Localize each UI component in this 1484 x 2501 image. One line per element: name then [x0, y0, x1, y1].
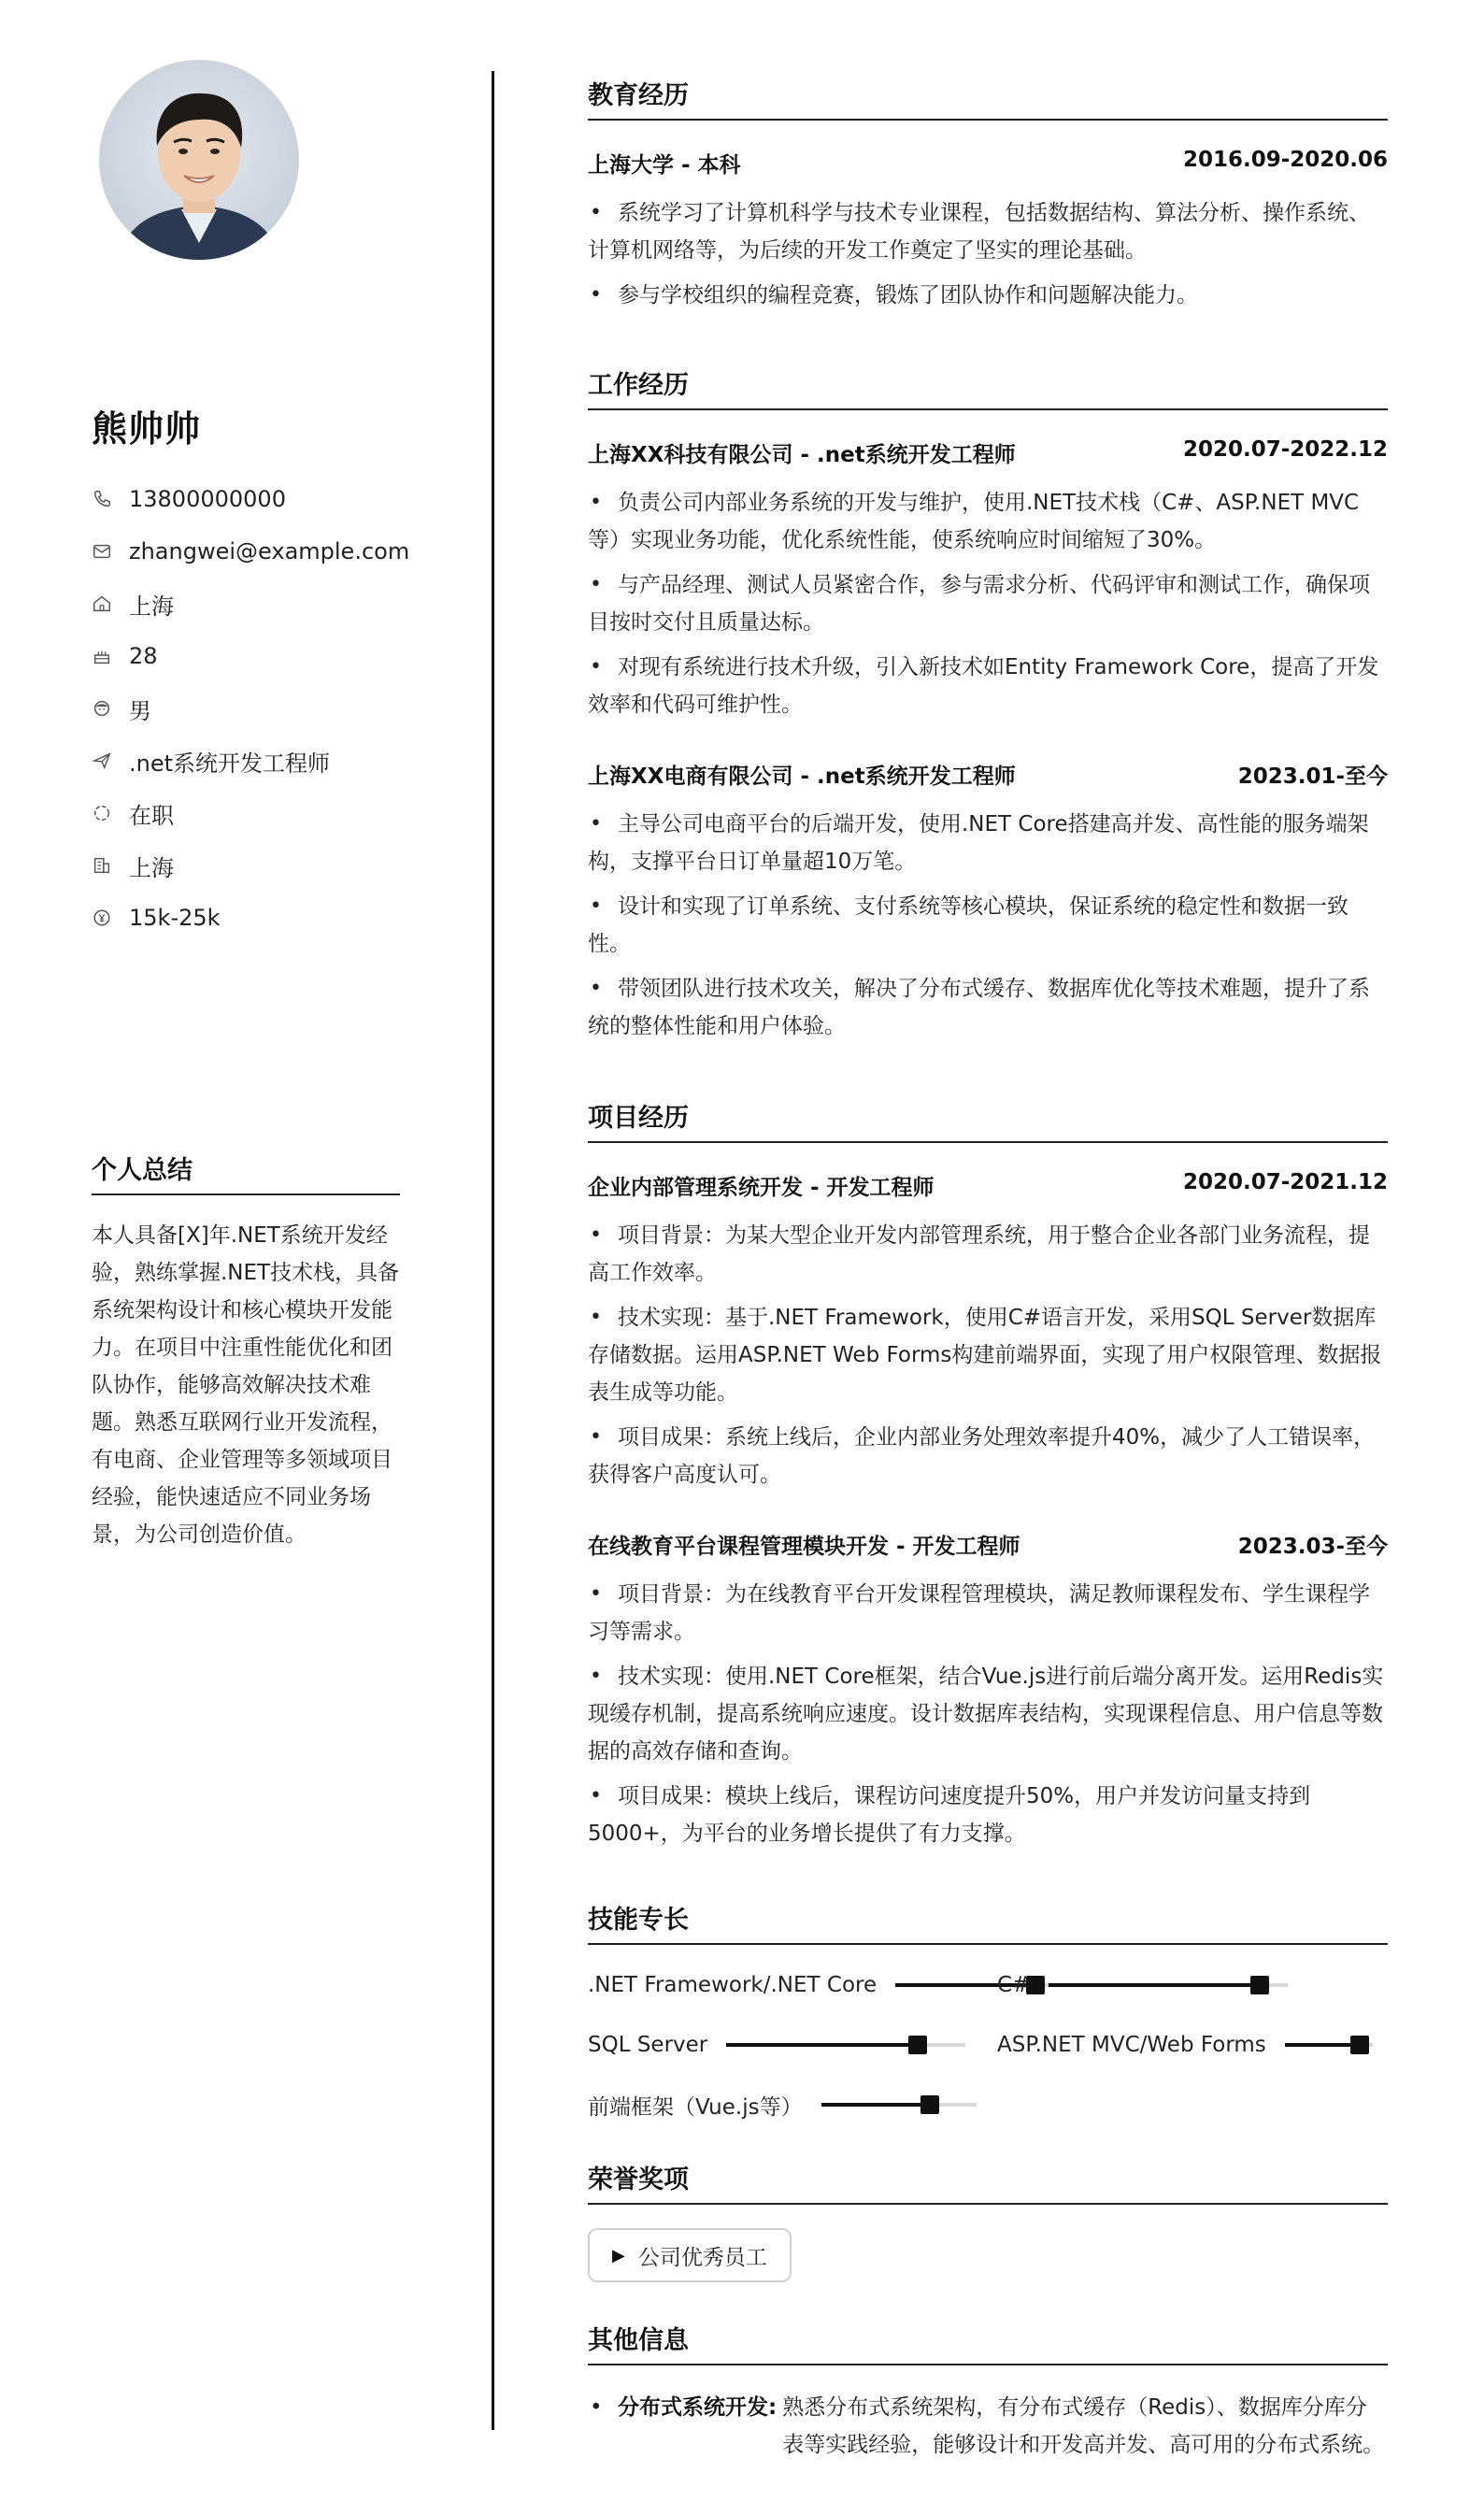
project-name-2: 在线教育平台课程管理模块开发 - 开发工程师 — [588, 1535, 1020, 1559]
list-item: • 对现有系统进行技术升级，引入新技术如Entity Framework Core，提高了开发效率和代码可维护性。 — [588, 649, 1388, 723]
work-date-1: 2020.07-2022.12 — [1182, 437, 1388, 462]
info-age — [92, 630, 406, 682]
phone-icon — [92, 489, 112, 509]
list-item: • 系统学习了计算机科学与技术专业课程，包括数据结构、算法分析、操作系统、计算机网络等，为后续的开发工作奠定了坚实的理论基础。 — [588, 194, 1388, 269]
skill-bar-knob — [920, 2095, 939, 2114]
work-entry-head-2 — [588, 759, 1388, 790]
info-status-text: 在职 — [129, 802, 174, 829]
info-position — [92, 735, 406, 787]
list-item: • 技术实现：基于.NET Framework，使用C#语言开发，采用SQL Server数据库存储数据。运用ASP.NET Web Forms构建前端界面，实现了用户权限管理、数据报表生成等功能。 — [588, 1299, 1388, 1411]
home-icon — [92, 593, 112, 614]
info-phone — [92, 473, 406, 525]
work-bullets-1 — [588, 484, 1388, 731]
list-item — [588, 2389, 1388, 2464]
work-company-2: 上海XX电商有限公司 - .net系统开发工程师 — [588, 765, 1016, 789]
summary-text: 本人具备[X]年.NET系统开发经验，熟练掌握.NET技术栈，具备系统架构设计和核心模块开发能力。在项目中注重性能优化和团队协作，能够高效解决技术难题。熟悉互联网行业开发流程，有电商、企业管理等多领域项目经验，能快速适应不同业务场景，为公司创造价值。 — [92, 1223, 400, 1547]
other-text: 熟悉分布式系统架构，有分布式缓存（Redis）、数据库分库分表等实践经验，能够设计和开发高并发、高可用的分布式系统。 — [782, 2395, 1385, 2457]
list-item: • 技术实现：使用.NET Core框架，结合Vue.js进行前后端分离开发。运用Redis实现缓存机制，提高系统响应速度。设计数据库表结构，实现课程信息、用户信息等数据的高效存储和查询。 — [588, 1658, 1388, 1770]
play-triangle-icon: ▶ — [612, 2245, 625, 2265]
skill-bar — [1049, 1983, 1288, 1987]
salary-icon — [92, 908, 112, 928]
skill-dotnet — [588, 1966, 1054, 2004]
skill-bar — [726, 2043, 965, 2047]
avatar — [99, 60, 299, 260]
list-item: • 与产品经理、测试人员紧密合作，参与需求分析、代码评审和测试工作，确保项目按时交付且质量达标。 — [588, 566, 1388, 641]
info-work-city — [92, 839, 406, 892]
skills-title: 技能专长 — [588, 1899, 1388, 1945]
info-location — [92, 578, 406, 630]
project-bullets-2 — [588, 1576, 1388, 1860]
skill-bar-fill — [821, 2103, 930, 2107]
skill-bar-knob — [908, 2036, 927, 2054]
avatar-portrait-icon — [99, 60, 299, 260]
info-gender-text: 男 — [129, 697, 151, 724]
skill-csharp — [997, 1966, 1288, 2004]
project-name-1: 企业内部管理系统开发 - 开发工程师 — [588, 1176, 935, 1200]
other-label: 分布式系统开发: — [618, 2395, 778, 2420]
list-item: • 参与学校组织的编程竞赛，锻炼了团队协作和问题解决能力。 — [588, 277, 1388, 314]
project-entry-head-2 — [588, 1529, 1388, 1560]
work-date-2: 2023.01-至今 — [1237, 765, 1388, 789]
list-item: • 项目背景：为在线教育平台开发课程管理模块，满足教师课程发布、学生课程学习等需求。 — [588, 1576, 1388, 1651]
projects-title: 项目经历 — [588, 1097, 1388, 1143]
skill-bar — [1285, 2043, 1373, 2047]
column-divider — [492, 71, 494, 2430]
list-item: • 带领团队进行技术攻关，解决了分布式缓存、数据库优化等技术难题，提升了系统的整体性能和用户体验。 — [588, 970, 1388, 1045]
other-info-list — [588, 2389, 1388, 2464]
bullet-dot-icon: • — [590, 2395, 603, 2420]
skill-frontend — [588, 2086, 977, 2123]
skill-name: 前端框架（Vue.js等） — [588, 2094, 803, 2120]
education-date: 2016.09-2020.06 — [1182, 148, 1388, 172]
skill-name: C# — [997, 1973, 1031, 1997]
summary-title: 个人总结 — [92, 1150, 400, 1195]
skill-bar-knob — [1250, 1976, 1269, 1994]
skill-bar-fill — [1285, 2043, 1360, 2047]
list-item: • 主导公司电商平台的后端开发，使用.NET Core搭建高并发、高性能的服务端架构，支撑平台日订单量超10万笔。 — [588, 806, 1388, 880]
building-icon — [92, 855, 112, 876]
honor-chip[interactable] — [588, 2228, 792, 2282]
contact-info-list — [92, 473, 410, 944]
other-title: 其他信息 — [588, 2320, 1388, 2365]
info-phone-text: 13800000000 — [129, 486, 286, 512]
list-item: • 项目背景：为某大型企业开发内部管理系统，用于整合企业各部门业务流程，提高工作效率。 — [588, 1217, 1388, 1292]
work-entry-head-1 — [588, 437, 1388, 468]
mail-icon — [92, 541, 112, 562]
info-age-text: 28 — [129, 643, 158, 669]
project-entry-head-1 — [588, 1170, 1388, 1201]
work-bullets-2 — [588, 806, 1388, 1052]
education-school: 上海大学 - 本科 — [588, 153, 741, 178]
skill-bar-knob — [1350, 2036, 1369, 2054]
project-date-2: 2023.03-至今 — [1237, 1535, 1388, 1559]
info-position-text: .net系统开发工程师 — [129, 750, 331, 777]
work-title: 工作经历 — [588, 364, 1388, 410]
info-status — [92, 787, 406, 839]
cake-icon — [92, 646, 112, 666]
honor-label: 公司优秀员工 — [637, 2245, 767, 2270]
skill-bar-fill — [726, 2043, 918, 2047]
education-title: 教育经历 — [588, 75, 1388, 121]
education-entry-head — [588, 148, 1388, 179]
info-salary-text: 15k-25k — [129, 905, 221, 931]
candidate-name: 熊帅帅 — [92, 408, 202, 450]
send-icon — [92, 750, 112, 771]
info-location-text: 上海 — [129, 593, 174, 620]
status-icon — [92, 803, 112, 823]
skill-aspnet — [997, 2026, 1373, 2064]
info-email — [92, 525, 410, 578]
project-date-1: 2020.07-2021.12 — [1182, 1170, 1388, 1194]
skill-bar — [821, 2103, 977, 2107]
list-item: • 设计和实现了订单系统、支付系统等核心模块，保证系统的稳定性和数据一致性。 — [588, 888, 1388, 963]
list-item: • 项目成果：模块上线后，课程访问速度提升50%，用户并发访问量支持到5000+，为平台的业务增长提供了有力支撑。 — [588, 1778, 1388, 1852]
info-salary — [92, 892, 406, 944]
list-item: • 项目成果：系统上线后，企业内部业务处理效率提升40%，减少了人工错误率，获得客户高度认可。 — [588, 1419, 1388, 1493]
skill-sqlserver — [588, 2026, 965, 2064]
info-gender — [92, 682, 406, 735]
gender-icon — [92, 698, 112, 719]
list-item: • 负责公司内部业务系统的开发与维护，使用.NET技术栈（C#、ASP.NET MVC等）实现业务功能，优化系统性能，使系统响应时间缩短了30%。 — [588, 484, 1388, 559]
skill-name: ASP.NET MVC/Web Forms — [997, 2033, 1266, 2057]
honors-title: 荣誉奖项 — [588, 2159, 1388, 2205]
work-company-1: 上海XX科技有限公司 - .net系统开发工程师 — [588, 443, 1016, 467]
skill-name: SQL Server — [588, 2033, 708, 2057]
education-bullets — [588, 194, 1388, 322]
skill-bar-fill — [1049, 1983, 1259, 1987]
skill-name: .NET Framework/.NET Core — [588, 1973, 878, 1997]
info-work-city-text: 上海 — [129, 854, 174, 881]
info-email-text: zhangwei@example.com — [129, 538, 410, 565]
project-bullets-1 — [588, 1217, 1388, 1501]
